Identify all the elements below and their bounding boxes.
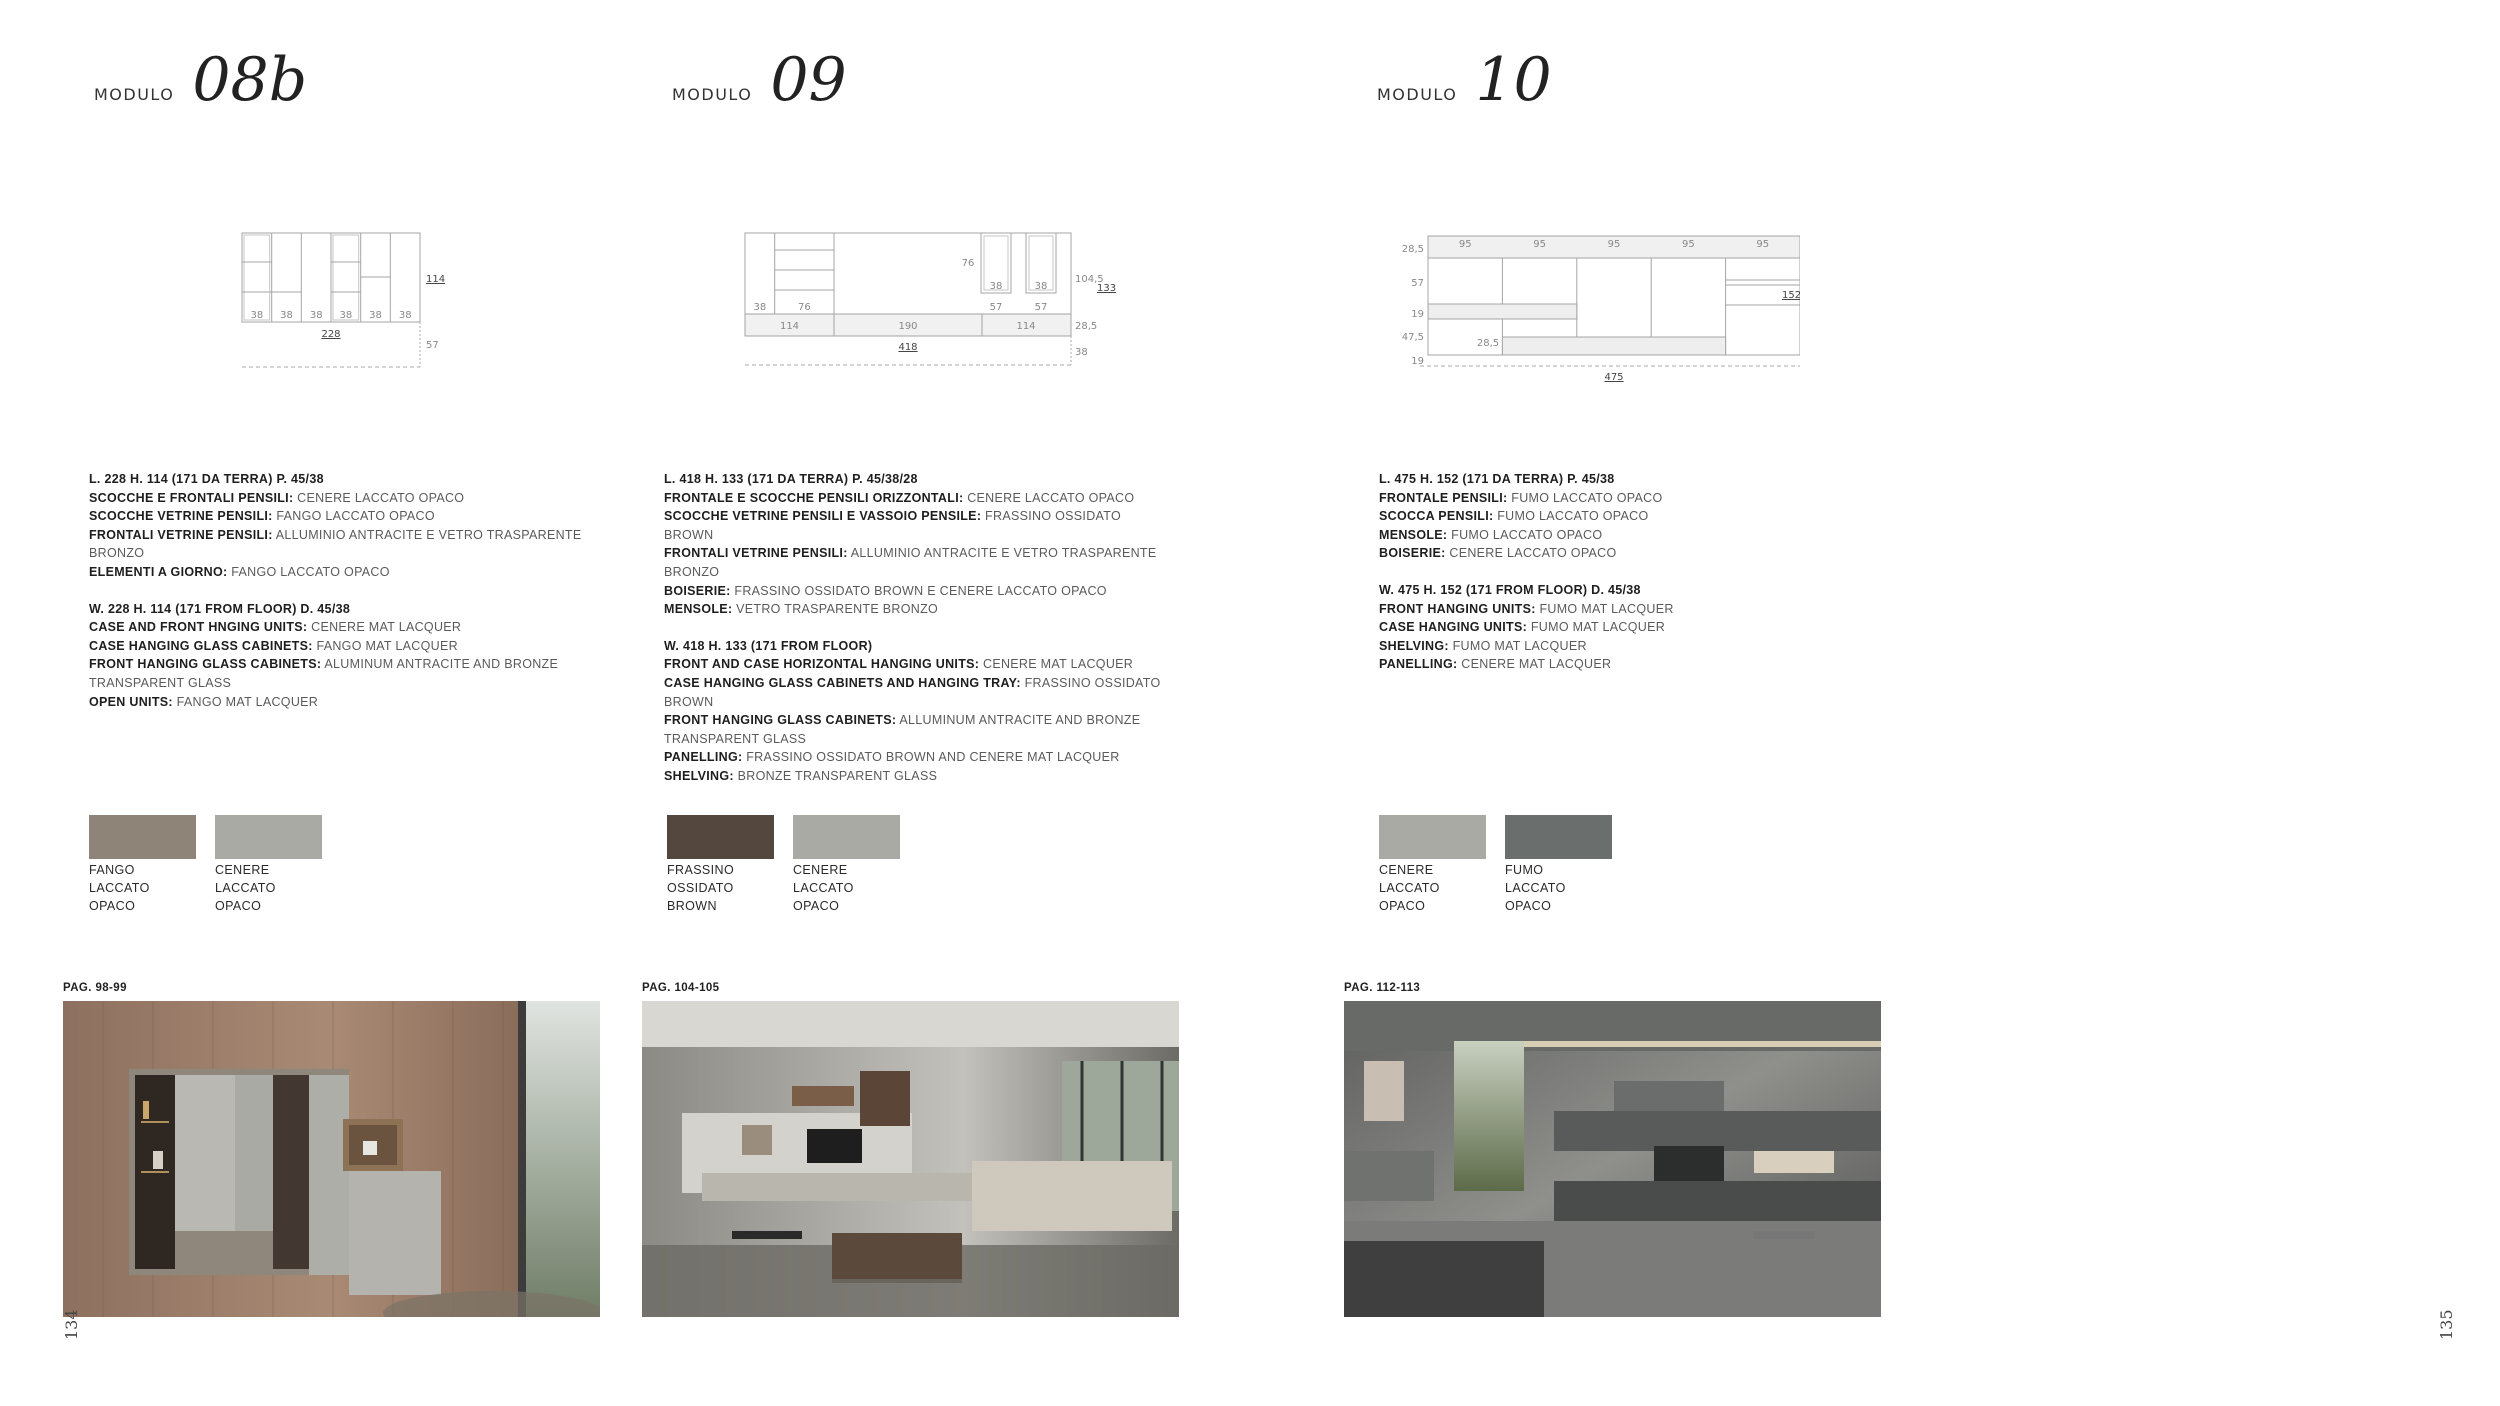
dim-w5: 95	[1756, 239, 1770, 250]
spec-value: BRONZE TRANSPARENT GLASS	[733, 768, 938, 783]
dim-w4: 38	[989, 281, 1003, 292]
spec-key: PANELLING:	[1379, 657, 1458, 672]
dim-w1: 95	[1458, 239, 1472, 250]
dim-w1: 38	[753, 302, 767, 313]
spec-value: FRASSINO OSSIDATO BROWN E CENERE LACCATO OPACO	[730, 583, 1107, 598]
module-diagram	[230, 225, 470, 380]
dim-floor-gap: 57	[426, 340, 439, 351]
swatch-chip	[89, 815, 196, 859]
spec-value: VETRO TRASPARENTE BRONZO	[732, 602, 939, 617]
spec-key: SCOCCA PENSILI:	[1379, 509, 1494, 524]
dim-height: 114	[426, 274, 446, 285]
dim-w3: 76	[961, 258, 975, 269]
dim-w1: 38	[250, 310, 264, 321]
swatch-name: CENERE LACCATO OPACO	[1379, 863, 1440, 913]
swatch-cenere	[793, 815, 901, 915]
spec-value: FUMO LACCATO OPACO	[1447, 527, 1603, 542]
spec-value: CENERE LACCATO OPACO	[963, 490, 1135, 505]
module-diagram	[735, 225, 1135, 380]
dim-base-height: 28,5	[1075, 321, 1098, 332]
swatch-name: CENERE LACCATO OPACO	[793, 863, 854, 913]
spec-value: FRASSINO OSSIDATO BROWN AND CENERE MAT LACQUER	[742, 750, 1120, 765]
spec-value: CENERE MAT LACQUER	[1457, 657, 1612, 672]
swatch-name: CENERE LACCATO OPACO	[215, 863, 276, 913]
dim-inner: 28,5	[1476, 338, 1500, 349]
swatch-cenere	[215, 815, 323, 915]
spec-key: BOISERIE:	[1379, 546, 1446, 561]
dim-h1: 28,5	[1401, 244, 1424, 255]
dim-w6: 57	[989, 302, 1003, 313]
spec-value: CENERE LACCATO OPACO	[293, 490, 465, 505]
specs	[664, 470, 1164, 786]
module-title	[672, 45, 847, 115]
specs	[1379, 470, 1879, 674]
page-ref: PAG. 98-99	[63, 982, 127, 994]
swatch-chip	[1505, 815, 1612, 859]
swatch-chip	[1379, 815, 1486, 859]
dim-w3: 95	[1607, 239, 1621, 250]
dim-height: 152	[1782, 290, 1800, 301]
spec-key: PANELLING:	[664, 750, 743, 765]
spec-key: OPEN UNITS:	[89, 694, 173, 709]
swatch-fumo	[1505, 815, 1613, 915]
spec-key: FRONTALI VETRINE PENSILI:	[664, 546, 848, 561]
product-photo	[1344, 1001, 1881, 1317]
dim-w3: 38	[309, 310, 323, 321]
spec-value: ALLUMINUM ANTRACITE AND BRONZE TRANSPARENT GLASS	[664, 713, 1141, 746]
spec-heading-en: W. 475 H. 152 (171 FROM FLOOR) D. 45/38	[1379, 582, 1641, 597]
spec-value: FRASSINO OSSIDATO BROWN	[664, 509, 1121, 542]
spec-key: FRONTALE PENSILI:	[1379, 490, 1508, 505]
spec-value: CENERE MAT LACQUER	[979, 657, 1134, 672]
spec-key: CASE HANGING GLASS CABINETS AND HANGING TRAY:	[664, 675, 1021, 690]
spec-value: FUMO MAT LACQUER	[1535, 601, 1674, 616]
module-diagram	[1400, 225, 1800, 400]
spec-key: CASE HANGING UNITS:	[1379, 620, 1528, 635]
spec-key: SCOCCHE VETRINE PENSILI E VASSOIO PENSILE:	[664, 509, 982, 524]
module-label: MODULO	[672, 85, 753, 104]
page-ref: PAG. 104-105	[642, 982, 720, 994]
module-number: 08b	[192, 45, 308, 115]
dim-w2: 76	[798, 302, 811, 313]
spec-key: CASE HANGING GLASS CABINETS:	[89, 638, 313, 653]
spec-key: SHELVING:	[664, 768, 734, 783]
swatch-name: FANGO LACCATO OPACO	[89, 863, 150, 913]
spec-value: FUMO MAT LACQUER	[1448, 638, 1587, 653]
dim-w5: 38	[1034, 281, 1048, 292]
spec-heading-en: W. 418 H. 133 (171 FROM FLOOR)	[664, 638, 873, 653]
module-09	[640, 0, 1340, 1406]
swatch-cenere	[1379, 815, 1487, 915]
module-number: 10	[1475, 45, 1552, 115]
spec-value: FRASSINO OSSIDATO BROWN	[664, 675, 1161, 709]
spec-key: FRONTALI VETRINE PENSILI:	[89, 527, 273, 542]
dim-b1: 114	[779, 321, 800, 332]
swatch-chip	[793, 815, 900, 859]
dim-floor-gap: 38	[1075, 347, 1088, 358]
spec-key: MENSOLE:	[1379, 527, 1448, 542]
dim-total-width: 228	[321, 329, 341, 340]
dim-b2: 190	[898, 321, 918, 332]
spec-heading-it: L. 418 H. 133 (171 DA TERRA) P. 45/38/28	[664, 472, 918, 486]
spec-key: FRONT AND CASE HORIZONTAL HANGING UNITS:	[664, 657, 980, 672]
spec-heading-it: L. 475 H. 152 (171 DA TERRA) P. 45/38	[1379, 472, 1615, 486]
dim-h5: 19	[1411, 356, 1424, 367]
spec-value: FANGO LACCATO OPACO	[227, 564, 390, 579]
spec-key: FRONT HANGING UNITS:	[1379, 601, 1536, 616]
dim-w4: 38	[339, 310, 353, 321]
swatch-name: FUMO LACCATO OPACO	[1505, 863, 1566, 913]
product-photo	[63, 1001, 600, 1317]
dim-h4: 47,5	[1401, 332, 1424, 343]
spec-value: CENERE LACCATO OPACO	[1445, 546, 1617, 561]
dim-total-width: 475	[1604, 372, 1624, 383]
dim-w5: 38	[369, 310, 382, 321]
swatch-frassino	[667, 815, 775, 915]
product-photo	[642, 1001, 1179, 1317]
spec-value: FANGO LACCATO OPACO	[272, 509, 435, 524]
page-ref: PAG. 112-113	[1344, 982, 1421, 994]
module-label: MODULO	[1377, 85, 1458, 104]
dim-total-width: 418	[898, 342, 918, 353]
spec-value: FANGO MAT LACQUER	[312, 638, 458, 653]
dim-w2: 38	[280, 310, 293, 321]
spec-value: FUMO LACCATO OPACO	[1493, 509, 1649, 524]
spec-value: CENERE MAT LACQUER	[307, 620, 462, 635]
swatch-chip	[667, 815, 774, 859]
dim-w4: 95	[1682, 239, 1695, 250]
spec-key: SHELVING:	[1379, 638, 1449, 653]
module-08b	[0, 0, 640, 1406]
spec-value: FUMO LACCATO OPACO	[1507, 490, 1663, 505]
spec-value: FANGO MAT LACQUER	[172, 694, 319, 709]
spec-value: ALUMINUM ANTRACITE AND BRONZE TRANSPARENT GLASS	[89, 657, 559, 690]
page-number: 134	[62, 1309, 81, 1340]
spec-value: FUMO MAT LACQUER	[1527, 620, 1666, 635]
dim-height-total: 133	[1097, 283, 1117, 294]
spec-key: FRONT HANGING GLASS CABINETS:	[664, 713, 897, 728]
spec-key: ELEMENTI A GIORNO:	[89, 564, 228, 579]
spec-key: SCOCCHE VETRINE PENSILI:	[89, 509, 273, 524]
specs	[89, 470, 589, 711]
spec-key: FRONTALE E SCOCCHE PENSILI ORIZZONTALI:	[664, 490, 964, 505]
spec-key: BOISERIE:	[664, 583, 731, 598]
spec-key: SCOCCHE E FRONTALI PENSILI:	[89, 490, 294, 505]
spec-key: CASE AND FRONT HNGING UNITS:	[89, 620, 308, 635]
swatch-chip	[215, 815, 322, 859]
page-number: 135	[2437, 1309, 2456, 1340]
spec-key: MENSOLE:	[664, 602, 733, 617]
swatch-name: FRASSINO OSSIDATO BROWN	[667, 863, 735, 913]
dim-w2: 95	[1533, 239, 1546, 250]
spec-heading-it: L. 228 H. 114 (171 DA TERRA) P. 45/38	[89, 472, 324, 486]
module-10	[1340, 0, 2456, 1406]
dim-b3: 114	[1016, 321, 1036, 332]
module-title	[1377, 45, 1552, 115]
swatch-fango	[89, 815, 197, 915]
module-number: 09	[770, 45, 847, 115]
spec-heading-en: W. 228 H. 114 (171 FROM FLOOR) D. 45/38	[89, 601, 351, 616]
dim-h2: 57	[1411, 278, 1424, 289]
dim-h3: 19	[1411, 309, 1424, 320]
module-title	[94, 45, 308, 115]
spec-value: ALLUMINIO ANTRACITE E VETRO TRASPARENTE BRONZO	[89, 527, 582, 561]
dim-w7: 57	[1034, 302, 1048, 313]
spec-value: ALLUMINIO ANTRACITE E VETRO TRASPARENTE BRONZO	[664, 546, 1157, 579]
spec-key: FRONT HANGING GLASS CABINETS:	[89, 657, 322, 672]
dim-w6: 38	[398, 310, 412, 321]
dim-height-top: 104,5	[1075, 274, 1104, 285]
module-label: MODULO	[94, 85, 175, 104]
